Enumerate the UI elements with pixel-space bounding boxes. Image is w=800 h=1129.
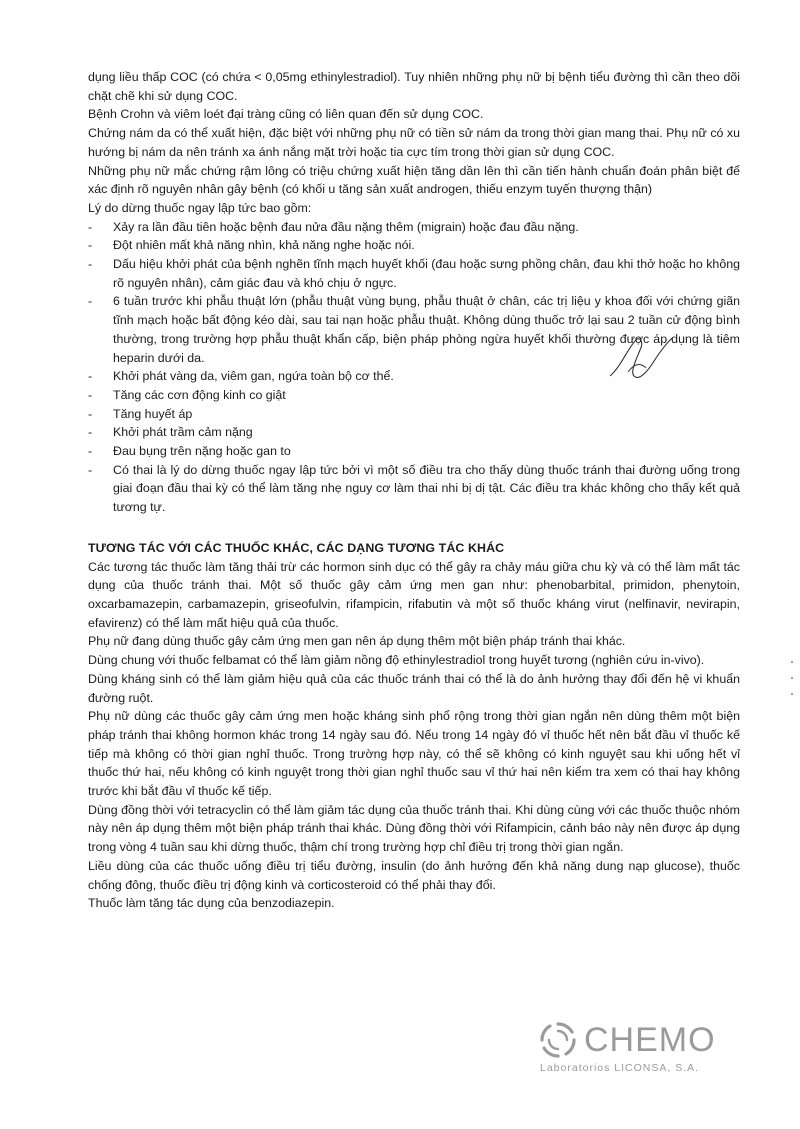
list-item: - Khởi phát trầm cảm nặng [88,423,740,442]
section-gap [88,517,740,539]
list-item: - Có thai là lý do dừng thuốc ngay lập tức bởi vì một số điều tra cho thấy dùng thuốc tránh thai đường uống trong giai đoạn đầu thai kỳ có thể làm tăng nhẹ nguy cơ làm thai nhi bị dị tật. Các điều tra khác không cho thấy kết quả tương tự. [88,461,740,517]
list-item: - Khởi phát vàng da, viêm gan, ngứa toàn bộ cơ thể. [88,367,740,386]
logo-subtitle: Laboratorios LICONSA, S.A. [540,1062,700,1074]
paragraph: Liều dùng của các thuốc uống điều trị tiểu đường, insulin (do ảnh hưởng đến khả năng dung nạp glucose), thuốc chống đông, thuốc điều trị động kinh và corticosteroid có thể phải thay đổi. [88,858,740,892]
list-item: - Tăng các cơn động kinh co giật [88,386,740,405]
list-item: - Xảy ra lần đầu tiên hoặc bệnh đau nửa đầu nặng thêm (migrain) hoặc đau đầu nặng. [88,218,740,237]
list-item: - Dấu hiệu khởi phát của bệnh nghẽn tĩnh mạch huyết khối (đau hoặc sưng phồng chân, đau khi thở hoặc ho không rõ nguyên nhân), cảm giác đau và khó chịu ở ngực. [88,255,740,292]
document-body [88,68,740,913]
paragraph: Chứng nám da có thể xuất hiện, đặc biệt với những phụ nữ có tiền sử nám da trong thời gian mang thai. Phụ nữ có xu hướng bị nám da nên tránh xa ánh nắng mặt trời hoặc tia cực tím trong thời gian sử dụng COC. [88,126,740,159]
paragraph: Bệnh Crohn và viêm loét đại tràng cũng có liên quan đến sử dụng COC. [88,107,484,122]
list-item: - Tăng huyết áp [88,405,740,424]
paragraph: Phụ nữ đang dùng thuốc gây cảm ứng men gan nên áp dụng thêm một biện pháp tránh thai khác. [88,634,626,649]
paragraph: Những phụ nữ mắc chứng rậm lông có triệu chứng xuất hiện tăng dần lên thì cần tiến hành chuẩn đoán phân biệt để xác định rõ nguyên nhân gây bệnh (có khối u tăng sản xuất androgen, thiếu enzym tuyến thượng thận) [88,163,740,197]
chemo-logo [538,1018,718,1078]
list-item: - Đột nhiên mất khả năng nhìn, khả năng nghe hoặc nói. [88,236,740,255]
chemo-logo-icon [538,1020,578,1060]
paragraph: Thuốc làm tăng tác dụng của benzodiazepin. [88,896,335,911]
section-heading-interactions: TƯƠNG TÁC VỚI CÁC THUỐC KHÁC, CÁC DẠNG TƯƠNG TÁC KHÁC [88,540,505,555]
paragraph: Các tương tác thuốc làm tăng thải trừ các hormon sinh dục có thể gây ra chảy máu giữa chu kỳ và có thể làm mất tác dụng của thuốc tránh thai. Một số thuốc gây cảm ứng men gan như: phenobarbital, primidon, phenytoin, oxcarbamazepin, carbamazepin, griseofulvin, rifampicin, rifabutin và một số thuốc kháng virut (nelfinavir, nevirapin, efavirenz) có thể làm mất hiệu quả của thuốc. [88,559,740,630]
paragraph: Dùng kháng sinh có thể làm giảm hiệu quả của các thuốc tránh thai có thể là do ảnh hưởng thay đổi đến hệ vi khuẩn đường ruột. [88,671,740,705]
list-item: - Đau bụng trên nặng hoặc gan to [88,442,740,461]
stop-reasons-intro: Lý do dừng thuốc ngay lập tức bao gồm: [88,200,312,215]
paragraph: Dùng chung với thuốc felbamat có thể làm giảm nồng độ ethinylestradiol trong huyết tương (nghiên cứu in-vivo). [88,653,705,668]
scan-specks [780,0,800,1129]
paragraph: dụng liều thấp COC (có chứa < 0,05mg ethinylestradiol). Tuy nhiên những phụ nữ bị bệnh tiểu đường thì cần theo dõi chặt chẽ khi sử dụng COC. [88,70,740,103]
list-item: - 6 tuần trước khi phẫu thuật lớn (phẫu thuật vùng bụng, phẫu thuật ở chân, các trị liệu y khoa đối với chứng giãn tĩnh mạch hoặc bất động kéo dài, sau tai nạn hoặc phẫu thuật. Không dùng thuốc trở lại sau 2 tuần cử động bình thường, trong trường hợp phẫu thuật khẩn cấp, biện pháp phòng ngừa huyết khối thường được áp dụng là tiêm heparin dưới da. [88,292,740,367]
paragraph: Dùng đồng thời với tetracyclin có thể làm giảm tác dụng của thuốc tránh thai. Khi dùng cùng với các thuốc thuộc nhóm này nên áp dụng thêm một biện pháp tránh thai khác. Dùng đồng thời với Rifampicin, cảnh báo này nên được áp dụng trong vòng 4 tuần sau khi dừng thuốc, thậm chí trong trường hợp chỉ điều trị trong thời gian ngắn. [88,802,740,855]
paragraph: Phụ nữ dùng các thuốc gây cảm ứng men hoặc kháng sinh phổ rộng trong thời gian ngắn nên dùng thêm một biện pháp tránh thai không hormon khác trong 14 ngày sau đó. Nếu trong 14 ngày đó vỉ thuốc hết nên bắt đầu vỉ thuốc kế tiếp mà không có thời gian nghỉ thuốc. Trong trường hợp này, có thể sẽ không có kinh nguyệt sau khi uống hết vỉ thuốc thứ hai, nếu không có kinh nguyệt trong thời gian nghỉ thuốc sau vỉ thứ hai nên kiểm tra xem có thai hay không trước khi bắt đầu vỉ thuốc kế tiếp. [88,709,740,799]
logo-name: CHEMO [584,1021,716,1059]
signature-scribble [600,328,680,388]
